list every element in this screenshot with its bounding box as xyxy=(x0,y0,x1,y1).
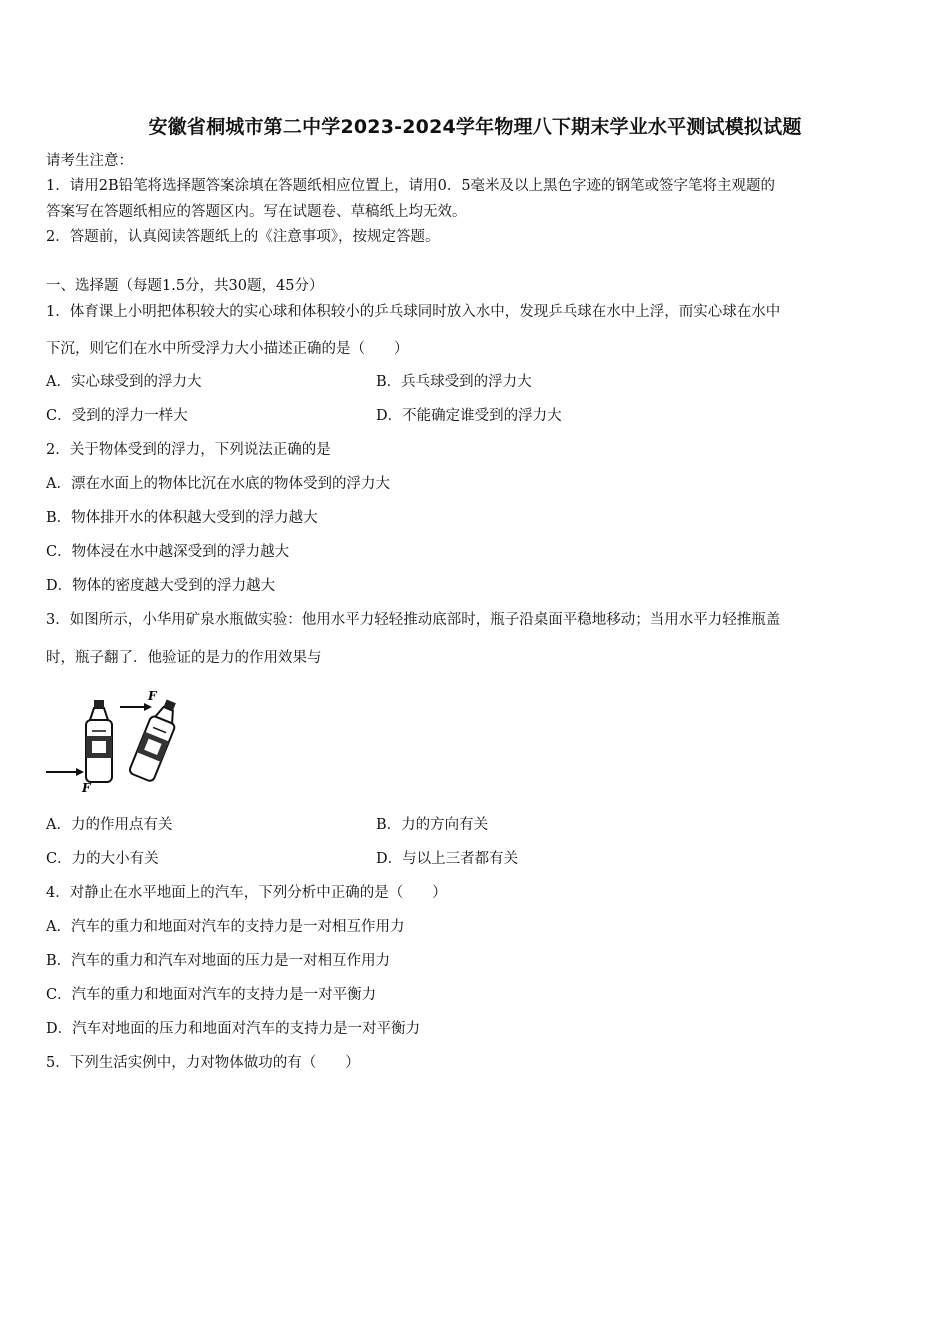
question-2-option-c: C．物体浸在水中越深受到的浮力越大 xyxy=(46,544,290,560)
question-4-option-d: D．汽车对地面的压力和地面对汽车的支持力是一对平衡力 xyxy=(46,1021,421,1037)
upright-bottle-image xyxy=(86,700,112,782)
question-4-option-a: A．汽车的重力和地面对汽车的支持力是一对相互作用力 xyxy=(46,919,405,935)
question-3-option-a: A．力的作用点有关 xyxy=(46,817,173,833)
question-4-option-c: C．汽车的重力和地面对汽车的支持力是一对平衡力 xyxy=(46,987,377,1003)
question-3-option-d: D．与以上三者都有关 xyxy=(376,851,519,867)
question-3-stem-line-1: 3．如图所示，小华用矿泉水瓶做实验：他用水平力轻轻推动底部时，瓶子沿桌面平稳地移动；当用水平力轻推瓶盖 xyxy=(46,612,781,628)
question-5-stem: 5．下列生活实例中，力对物体做功的有（ ） xyxy=(46,1055,360,1071)
question-3-option-c: C．力的大小有关 xyxy=(46,851,159,867)
bottle-experiment-figure xyxy=(44,686,194,798)
figure-label-bottom: F xyxy=(82,781,91,795)
notice-item-2: 2．答题前，认真阅读答题纸上的《注意事项》，按规定答题。 xyxy=(46,229,440,245)
tilted-bottle-image xyxy=(128,696,183,782)
bottom-force-arrow xyxy=(46,768,84,776)
top-force-arrow xyxy=(120,703,152,711)
figure-label-top: F xyxy=(148,689,157,703)
question-1-option-d: D．不能确定谁受到的浮力大 xyxy=(376,408,562,424)
notice-item-1-line-1: 1．请用2B铅笔将选择题答案涂填在答题纸相应位置上，请用0．5毫米及以上黑色字迹的钢笔或签字笔将主观题的 xyxy=(46,178,776,194)
question-1-stem-line-2: 下沉，则它们在水中所受浮力大小描述正确的是（ ） xyxy=(46,341,409,357)
page-title: 安徽省桐城市第二中学2023-2024学年物理八下期末学业水平测试模拟试题 xyxy=(148,116,802,138)
question-2-option-a: A．漂在水面上的物体比沉在水底的物体受到的浮力大 xyxy=(46,476,390,492)
question-4-option-b: B．汽车的重力和汽车对地面的压力是一对相互作用力 xyxy=(46,953,391,969)
question-3-option-b: B．力的方向有关 xyxy=(376,817,489,833)
question-2-option-d: D．物体的密度越大受到的浮力越大 xyxy=(46,578,276,594)
question-4-stem: 4．对静止在水平地面上的汽车，下列分析中正确的是（ ） xyxy=(46,885,447,901)
notice-heading: 请考生注意： xyxy=(46,153,133,169)
question-3-stem-line-2: 时，瓶子翻了．他验证的是力的作用效果与 xyxy=(46,650,322,666)
question-2-stem: 2．关于物体受到的浮力，下列说法正确的是 xyxy=(46,442,331,458)
question-1-option-b: B．兵乓球受到的浮力大 xyxy=(376,374,532,390)
question-2-option-b: B．物体排开水的体积越大受到的浮力越大 xyxy=(46,510,318,526)
question-1-option-c: C．受到的浮力一样大 xyxy=(46,408,188,424)
section-heading: 一、选择题（每题1.5分，共30题，45分） xyxy=(46,278,324,294)
question-1-stem-line-1: 1．体育课上小明把体积较大的实心球和体积较小的乒乓球同时放入水中，发现乒乓球在水中上浮，而实心球在水中 xyxy=(46,304,781,320)
question-1-option-a: A．实心球受到的浮力大 xyxy=(46,374,202,390)
notice-item-1-line-2: 答案写在答题纸相应的答题区内。写在试题卷、草稿纸上均无效。 xyxy=(46,204,467,220)
